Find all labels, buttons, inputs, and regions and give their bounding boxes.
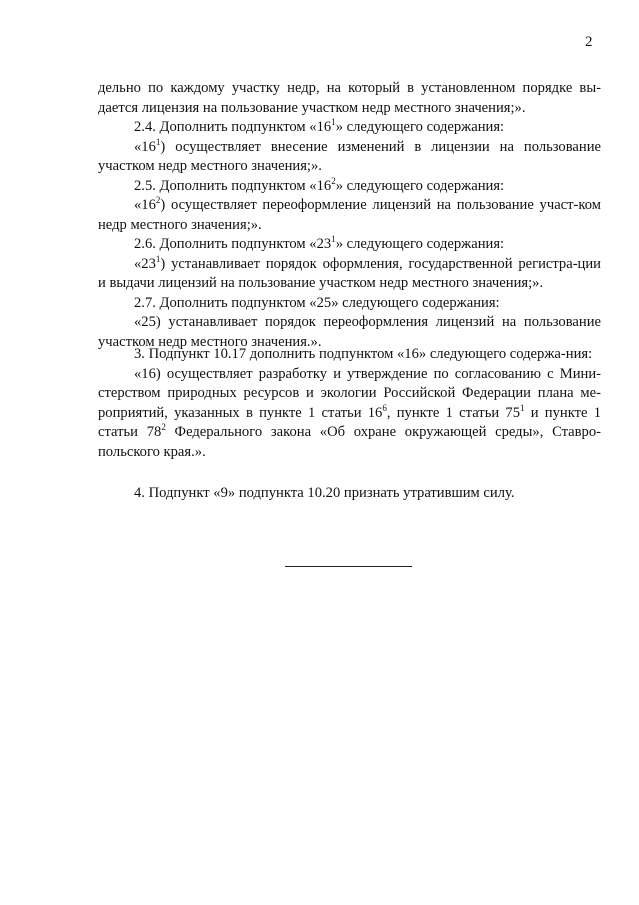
text: Федерального закона «Об охране окружающей среды», Ставро-польского края.». [98,424,602,460]
text: «23 [134,255,156,272]
amendment-block-3 [98,345,601,462]
paragraph-23-1 [98,255,601,294]
paragraph-4: 4. Подпункт «9» подпункта 10.20 признать утратившим силу. [134,485,515,501]
amendment-block-2 [98,79,601,352]
paragraph-16-1 [98,138,601,177]
text: «16) осуществляет разработку и утверждение по согласованию с Мини-стерством природных ресурсов и экологии Российской Федерации плана ме-роприятий, указанных в пункте 1 статьи 16 [98,365,601,421]
paragraph-2-4 [98,118,601,138]
superscript: 2 [331,175,336,186]
page-number: 2 [585,34,593,50]
text: ) устанавливает порядок оформления, государственной регистра-ции и выдачи лицензий на пользование участком недр местного значения;». [98,255,601,291]
text: » следующего содержания: [335,177,505,194]
text: 2.6. Дополнить подпунктом «23 [134,236,332,252]
text: , пункте 1 статьи 75 [386,404,520,421]
paragraph-16 [98,365,601,463]
text: ) осуществляет внесение изменений в лицензии на пользование участком недр местного значения;». [98,138,601,174]
superscript: 1 [520,402,525,413]
text: «16 [134,138,156,155]
superscript: 1 [331,117,336,127]
text: » следующего содержания: [335,119,505,135]
paragraph-16-2 [98,196,601,235]
superscript: 1 [155,136,161,147]
paragraph-2-5 [98,177,601,197]
paragraph-25: «25) устанавливает порядок переоформления лицензий на пользование участком недр местного значения.». [98,314,601,350]
paragraph-3: 3. Подпункт 10.17 дополнить подпунктом «16» следующего содержа-ния: [134,346,593,362]
amendment-block-4 [98,484,601,504]
paragraph-2-7: 2.7. Дополнить подпунктом «25» следующего содержания: [134,294,500,311]
text: «16 [134,197,156,213]
superscript: 6 [382,402,387,413]
superscript: 1 [331,234,336,244]
end-separator-line [285,566,412,567]
paragraph-continuation: дельно по каждому участку недр, на который в установленном порядке вы-дается лицензия на пользование участком недр местного значения;». [98,80,601,116]
paragraph-2-6 [98,235,601,255]
text: 2.5. Дополнить подпунктом «16 [134,177,332,194]
superscript: 2 [155,195,161,205]
superscript: 1 [155,253,161,264]
text: и пункте 1 статьи 78 [98,404,601,440]
text: » следующего содержания: [335,236,505,252]
superscript: 2 [161,422,166,432]
text: 2.4. Дополнить подпунктом «16 [134,119,332,135]
text: ) осуществляет переоформление лицензий на пользование участ-ком недр местного значения;». [98,197,601,233]
